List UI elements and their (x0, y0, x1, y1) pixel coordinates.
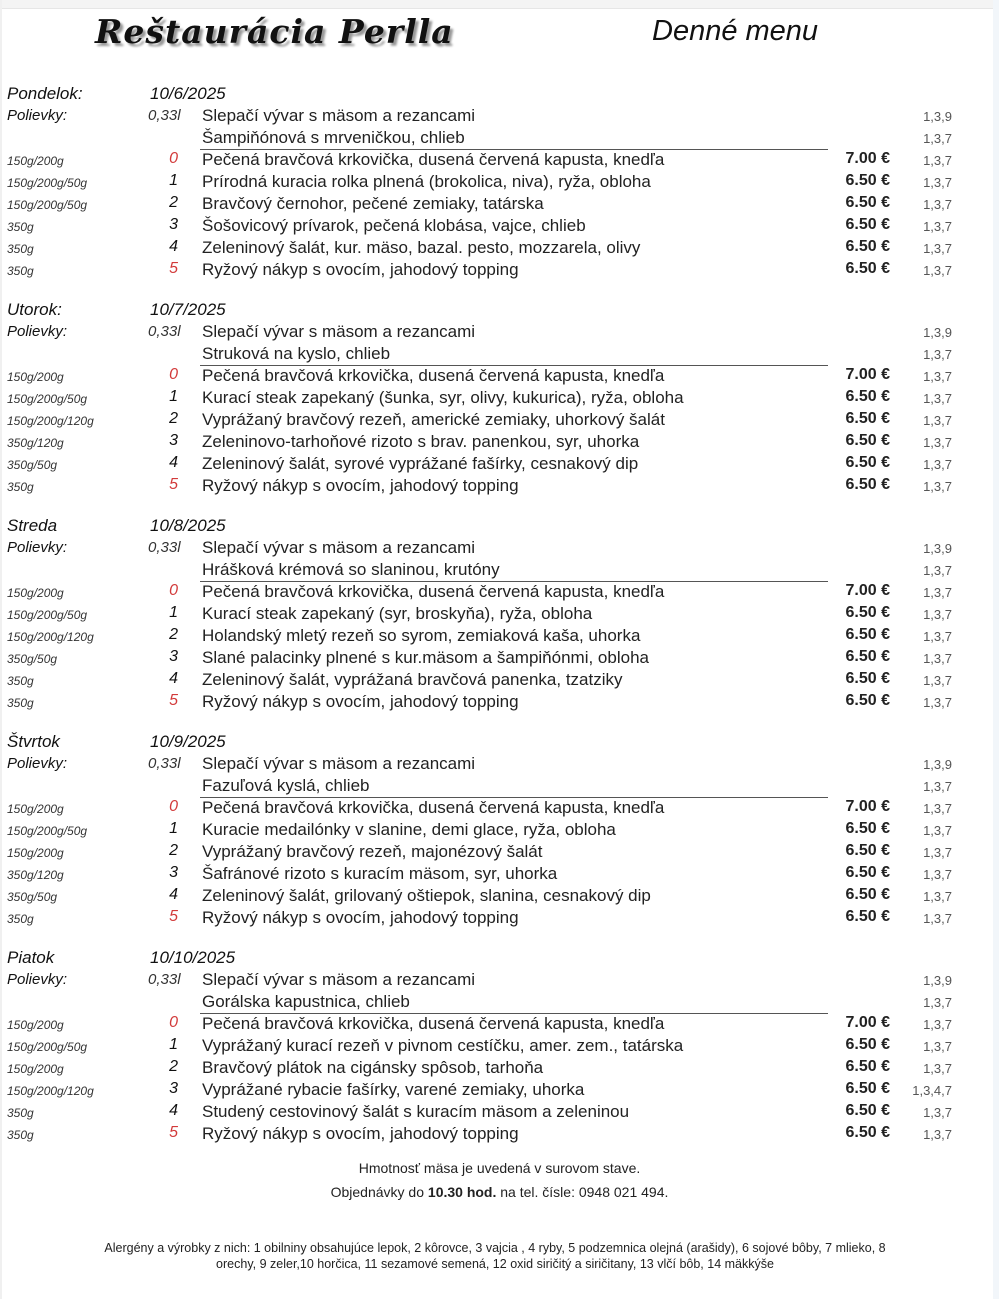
meal-number: 2 (169, 842, 178, 859)
soup-row (0, 560, 999, 582)
meal-price: 6.50 € (845, 626, 890, 643)
soup-volume: 0,33l (148, 755, 181, 772)
meal-row (0, 582, 999, 604)
meal-price: 6.50 € (845, 864, 890, 881)
soups-label: Polievky: (7, 323, 68, 340)
meal-row (0, 798, 999, 820)
day-date: 10/9/2025 (150, 732, 226, 751)
meal-allergens: 1,3,7 (923, 263, 952, 278)
meal-number: 5 (169, 1124, 178, 1141)
meal-weight: 350g (7, 696, 34, 710)
meal-allergens: 1,3,7 (923, 175, 952, 190)
meal-name: Vyprážaný bravčový rezeň, americké zemiaky, uhorkový šalát (202, 410, 665, 429)
meal-name: Pečená bravčová krkovička, dusená červená kapusta, knedľa (202, 150, 665, 169)
allergens-line-1: Alergény a výrobky z nich: 1 obilniny obsahujúce lepok, 2 kôrovce, 3 vajcia , 4 ryby, 5 podzemnica olejná (arašidy), 6 sojové bôby, 7 mlieko, 8 (104, 1241, 886, 1255)
meal-number: 2 (169, 626, 178, 643)
meal-number: 3 (169, 1080, 178, 1097)
meal-name: Šošovicový prívarok, pečená klobása, vajce, chlieb (202, 216, 586, 235)
meal-row (0, 908, 999, 930)
soup-volume: 0,33l (148, 971, 181, 988)
order-suffix: na tel. čísle: 0948 021 494. (496, 1184, 669, 1200)
soup-name: Hrášková krémová so slaninou, krutóny (202, 560, 500, 579)
meal-price: 6.50 € (845, 1124, 890, 1141)
meal-weight: 150g/200g/50g (7, 1040, 88, 1054)
meal-row (0, 260, 999, 282)
meal-number: 4 (169, 454, 178, 471)
meal-row (0, 216, 999, 238)
meal-number: 1 (169, 388, 178, 405)
meal-price: 7.00 € (845, 150, 890, 167)
soup-allergens: 1,3,7 (923, 347, 952, 362)
meal-row (0, 1102, 999, 1124)
soup-name: Gorálska kapustnica, chlieb (202, 992, 410, 1011)
meal-weight: 150g/200g/50g (7, 608, 88, 622)
meal-allergens: 1,3,7 (923, 607, 952, 622)
soup-name: Slepačí vývar s mäsom a rezancami (202, 970, 476, 989)
meal-price: 7.00 € (845, 366, 890, 383)
meal-weight: 350g/120g (7, 868, 64, 882)
meal-name: Pečená bravčová krkovička, dusená červená kapusta, knedľa (202, 582, 665, 601)
meat-weight-note: Hmotnosť mäsa je uvedená v surovom stave. (358, 1160, 641, 1176)
soup-allergens: 1,3,7 (923, 995, 952, 1010)
meal-allergens: 1,3,7 (923, 241, 952, 256)
meal-price: 6.50 € (845, 1080, 890, 1097)
meal-allergens: 1,3,7 (923, 673, 952, 688)
order-time: 10.30 hod. (427, 1184, 497, 1200)
meal-row (0, 692, 999, 714)
meal-row (0, 864, 999, 886)
meal-price: 6.50 € (845, 604, 890, 621)
soup-allergens: 1,3,9 (923, 757, 952, 772)
soup-name: Slepačí vývar s mäsom a rezancami (202, 322, 476, 341)
meal-allergens: 1,3,7 (923, 413, 952, 428)
meal-allergens: 1,3,7 (923, 695, 952, 710)
meal-allergens: 1,3,7 (923, 457, 952, 472)
meal-name: Kuracie medailónky v slanine, demi glace, ryža, obloha (202, 820, 616, 839)
meal-name: Holandský mletý rezeň so syrom, zemiaková kaša, uhorka (202, 626, 641, 645)
meal-price: 6.50 € (845, 476, 890, 493)
meal-weight: 150g/200g (7, 370, 64, 384)
soup-name: Slepačí vývar s mäsom a rezancami (202, 754, 476, 773)
meal-allergens: 1,3,7 (923, 219, 952, 234)
meal-price: 6.50 € (845, 670, 890, 687)
meal-allergens: 1,3,7 (923, 1039, 952, 1054)
meal-price: 6.50 € (845, 194, 890, 211)
meal-weight: 150g/200g/50g (7, 392, 88, 406)
meal-row (0, 172, 999, 194)
soup-allergens: 1,3,7 (923, 131, 952, 146)
meal-row (0, 1014, 999, 1036)
meal-price: 6.50 € (845, 410, 890, 427)
meal-weight: 350g/50g (7, 890, 58, 904)
meal-number: 0 (169, 582, 178, 599)
soup-volume: 0,33l (148, 539, 181, 556)
day-date: 10/10/2025 (150, 948, 236, 967)
day-date: 10/8/2025 (150, 516, 226, 535)
meal-weight: 150g/200g/50g (7, 824, 88, 838)
meal-price: 6.50 € (845, 454, 890, 471)
meal-allergens: 1,3,7 (923, 435, 952, 450)
day-name: Piatok (7, 948, 55, 967)
soup-allergens: 1,3,9 (923, 325, 952, 340)
meal-number: 3 (169, 864, 178, 881)
soups-label: Polievky: (7, 971, 68, 988)
meal-price: 6.50 € (845, 886, 890, 903)
soup-row (0, 776, 999, 798)
soup-name: Šampiňónová s mrveničkou, chlieb (202, 128, 465, 147)
meal-allergens: 1,3,7 (923, 801, 952, 816)
order-note (0, 1184, 999, 1200)
meal-weight: 150g/200g (7, 154, 64, 168)
meal-row (0, 626, 999, 648)
meal-price: 6.50 € (845, 692, 890, 709)
meal-allergens: 1,3,7 (923, 845, 952, 860)
meal-weight: 150g/200g/50g (7, 198, 88, 212)
meal-number: 0 (169, 798, 178, 815)
order-prefix: Objednávky do (330, 1184, 428, 1200)
meal-price: 7.00 € (845, 582, 890, 599)
meal-number: 4 (169, 238, 178, 255)
meal-row (0, 388, 999, 410)
meal-name: Zeleninový šalát, vyprážaná bravčová panenka, tzatziky (202, 670, 623, 689)
meal-allergens: 1,3,7 (923, 1061, 952, 1076)
meal-number: 5 (169, 260, 178, 277)
soups-label: Polievky: (7, 755, 68, 772)
meal-weight: 150g/200g/50g (7, 176, 88, 190)
meal-number: 1 (169, 820, 178, 837)
meal-number: 0 (169, 366, 178, 383)
soup-row (0, 754, 999, 776)
meal-name: Šafránové rizoto s kuracím mäsom, syr, uhorka (202, 864, 558, 883)
meal-price: 6.50 € (845, 432, 890, 449)
meal-name: Zeleninový šalát, kur. mäso, bazal. pesto, mozzarela, olivy (202, 238, 641, 257)
meal-name: Ryžový nákyp s ovocím, jahodový topping (202, 692, 519, 711)
soup-name: Slepačí vývar s mäsom a rezancami (202, 106, 476, 125)
meal-price: 6.50 € (845, 908, 890, 925)
meal-allergens: 1,3,7 (923, 391, 952, 406)
day-name: Pondelok: (7, 84, 83, 103)
meal-name: Vyprážaný kurací rezeň v pivnom cestíčku, amer. zem., tatárska (202, 1036, 684, 1055)
meal-weight: 350g (7, 264, 34, 278)
meal-allergens: 1,3,7 (923, 479, 952, 494)
meal-row (0, 238, 999, 260)
soup-volume: 0,33l (148, 107, 181, 124)
meal-price: 6.50 € (845, 648, 890, 665)
meal-row (0, 842, 999, 864)
meal-allergens: 1,3,7 (923, 867, 952, 882)
meal-name: Ryžový nákyp s ovocím, jahodový topping (202, 260, 519, 279)
day-header (0, 84, 999, 106)
meal-number: 2 (169, 1058, 178, 1075)
meal-name: Studený cestovinový šalát s kuracím mäsom a zeleninou (202, 1102, 630, 1121)
meal-price: 6.50 € (845, 842, 890, 859)
meal-weight: 150g/200g (7, 846, 64, 860)
meal-allergens: 1,3,7 (923, 197, 952, 212)
meal-price: 6.50 € (845, 216, 890, 233)
meal-name: Vyprážaný bravčový rezeň, majonézový šalát (202, 842, 543, 861)
meal-allergens: 1,3,7 (923, 1017, 952, 1032)
meal-price: 6.50 € (845, 388, 890, 405)
meal-row (0, 648, 999, 670)
meal-weight: 150g/200g (7, 802, 64, 816)
meal-number: 3 (169, 648, 178, 665)
meal-allergens: 1,3,7 (923, 911, 952, 926)
meal-weight: 150g/200g (7, 1018, 64, 1032)
meal-number: 4 (169, 1102, 178, 1119)
day-name: Streda (7, 516, 58, 535)
meal-name: Bravčový plátok na cigánsky spôsob, tarhoňa (202, 1058, 544, 1077)
top-grid-strip (0, 0, 999, 9)
meal-weight: 350g (7, 480, 34, 494)
meal-row (0, 366, 999, 388)
meal-allergens: 1,3,7 (923, 629, 952, 644)
meal-row (0, 820, 999, 842)
meal-row (0, 1080, 999, 1102)
meal-row (0, 150, 999, 172)
meal-name: Kurací steak zapekaný (syr, broskyňa), ryža, obloha (202, 604, 593, 623)
meal-name: Ryžový nákyp s ovocím, jahodový topping (202, 908, 519, 927)
soup-name: Fazuľová kyslá, chlieb (202, 776, 370, 795)
soup-row (0, 344, 999, 366)
meal-price: 7.00 € (845, 798, 890, 815)
meal-weight: 350g (7, 674, 34, 688)
day-date: 10/7/2025 (150, 300, 226, 319)
meal-weight: 350g (7, 1128, 34, 1142)
meal-name: Ryžový nákyp s ovocím, jahodový topping (202, 1124, 519, 1143)
meal-weight: 350g (7, 242, 34, 256)
day-header (0, 948, 999, 970)
allergens-line-2: orechy, 9 zeler,10 horčica, 11 sezamové semená, 12 oxid siričitý a siričitany, 13 vlčí bôb, 14 mäkkýše (216, 1257, 774, 1271)
meal-row (0, 604, 999, 626)
meal-row (0, 1058, 999, 1080)
meal-row (0, 432, 999, 454)
meal-allergens: 1,3,7 (923, 1105, 952, 1120)
meal-row (0, 410, 999, 432)
meal-row (0, 886, 999, 908)
meal-name: Zeleninovo-tarhoňové rizoto s brav. panenkou, syr, uhorka (202, 432, 640, 451)
meal-name: Zeleninový šalát, grilovaný oštiepok, slanina, cesnakový dip (202, 886, 651, 905)
meal-weight: 150g/200g (7, 586, 64, 600)
meal-number: 5 (169, 908, 178, 925)
meal-number: 1 (169, 172, 178, 189)
soups-label: Polievky: (7, 107, 68, 124)
meal-row (0, 1036, 999, 1058)
menu-title: Denné menu (652, 15, 819, 47)
soup-allergens: 1,3,9 (923, 541, 952, 556)
meal-allergens: 1,3,7 (923, 369, 952, 384)
soup-allergens: 1,3,9 (923, 973, 952, 988)
meal-price: 6.50 € (845, 238, 890, 255)
meal-weight: 150g/200g/120g (7, 630, 94, 644)
meal-number: 1 (169, 604, 178, 621)
soup-volume: 0,33l (148, 323, 181, 340)
day-header (0, 300, 999, 322)
restaurant-logo: Reštaurácia Perlla (95, 12, 454, 51)
meal-weight: 150g/200g/120g (7, 414, 94, 428)
meal-number: 5 (169, 692, 178, 709)
meal-name: Pečená bravčová krkovička, dusená červená kapusta, knedľa (202, 366, 665, 385)
soup-row (0, 128, 999, 150)
meal-name: Slané palacinky plnené s kur.mäsom a šampiňónmi, obloha (202, 648, 649, 667)
soup-name: Slepačí vývar s mäsom a rezancami (202, 538, 476, 557)
meal-price: 6.50 € (845, 172, 890, 189)
day-name: Utorok: (7, 300, 62, 319)
meal-name: Ryžový nákyp s ovocím, jahodový topping (202, 476, 519, 495)
day-header (0, 516, 999, 538)
meal-allergens: 1,3,7 (923, 889, 952, 904)
meal-price: 6.50 € (845, 1036, 890, 1053)
meal-number: 0 (169, 150, 178, 167)
meal-number: 5 (169, 476, 178, 493)
meal-name: Bravčový černohor, pečené zemiaky, tatárska (202, 194, 544, 213)
meal-weight: 350g/120g (7, 436, 64, 450)
meal-row (0, 476, 999, 498)
meal-name: Vyprážané rybacie fašírky, varené zemiaky, uhorka (202, 1080, 585, 1099)
meal-number: 1 (169, 1036, 178, 1053)
meal-allergens: 1,3,4,7 (912, 1083, 952, 1098)
meal-name: Kurací steak zapekaný (šunka, syr, olivy, kukurica), ryža, obloha (202, 388, 684, 407)
soup-row (0, 970, 999, 992)
meal-number: 2 (169, 410, 178, 427)
meal-weight: 350g (7, 1106, 34, 1120)
meal-price: 6.50 € (845, 820, 890, 837)
meal-number: 4 (169, 670, 178, 687)
soup-row (0, 322, 999, 344)
meal-name: Prírodná kuracia rolka plnená (brokolica, niva), ryža, obloha (202, 172, 651, 191)
soup-allergens: 1,3,9 (923, 109, 952, 124)
meal-row (0, 454, 999, 476)
soup-row (0, 106, 999, 128)
allergens-legend (20, 1240, 970, 1272)
day-name: Štvrtok (7, 732, 60, 751)
meal-number: 4 (169, 886, 178, 903)
meal-allergens: 1,3,7 (923, 651, 952, 666)
soup-row (0, 992, 999, 1014)
meal-number: 3 (169, 432, 178, 449)
day-date: 10/6/2025 (150, 84, 226, 103)
meal-weight: 350g/50g (7, 458, 58, 472)
meal-weight: 150g/200g/120g (7, 1084, 94, 1098)
meal-number: 2 (169, 194, 178, 211)
meal-weight: 350g/50g (7, 652, 58, 666)
meal-name: Zeleninový šalát, syrové vyprážané fašírky, cesnakový dip (202, 454, 639, 473)
meal-name: Pečená bravčová krkovička, dusená červená kapusta, knedľa (202, 798, 665, 817)
meal-number: 0 (169, 1014, 178, 1031)
meal-weight: 350g (7, 912, 34, 926)
day-header (0, 732, 999, 754)
soup-row (0, 538, 999, 560)
meal-row (0, 194, 999, 216)
meal-row (0, 670, 999, 692)
meal-allergens: 1,3,7 (923, 153, 952, 168)
soup-allergens: 1,3,7 (923, 779, 952, 794)
meal-price: 6.50 € (845, 1058, 890, 1075)
meal-row (0, 1124, 999, 1146)
soup-name: Struková na kyslo, chlieb (202, 344, 391, 363)
soups-label: Polievky: (7, 539, 68, 556)
meal-price: 7.00 € (845, 1014, 890, 1031)
meal-price: 6.50 € (845, 1102, 890, 1119)
meal-allergens: 1,3,7 (923, 585, 952, 600)
meal-allergens: 1,3,7 (923, 823, 952, 838)
meal-weight: 150g/200g (7, 1062, 64, 1076)
meal-name: Pečená bravčová krkovička, dusená červená kapusta, knedľa (202, 1014, 665, 1033)
meal-number: 3 (169, 216, 178, 233)
meal-weight: 350g (7, 220, 34, 234)
soup-allergens: 1,3,7 (923, 563, 952, 578)
meal-price: 6.50 € (845, 260, 890, 277)
meal-allergens: 1,3,7 (923, 1127, 952, 1142)
